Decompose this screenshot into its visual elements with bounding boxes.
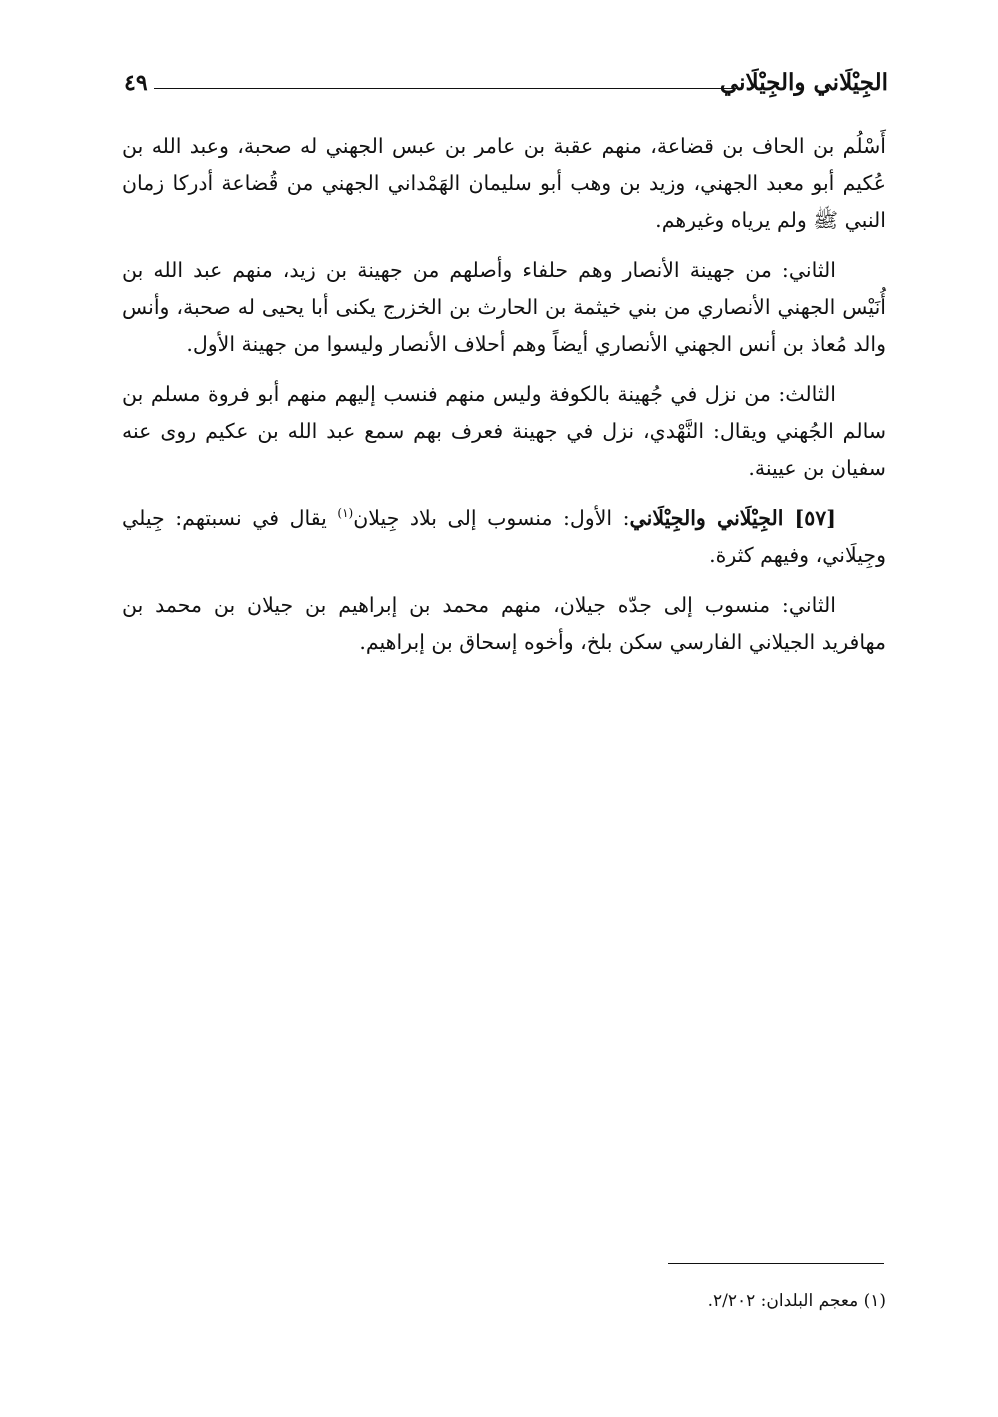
running-title: الجِيْلَاني والجِيْلَاني [719, 69, 888, 96]
entry-text-part-2: يقال في نسبتهم: جِيلي وجِيلَاني، وفيهم كثرة. [122, 506, 886, 567]
paragraph-1: أَسْلُم بن الحاف بن قضاعة، منهم عقبة بن عامر بن عبس الجهني له صحبة، وعبد الله بن عُكيم أبو معبد الجهني، وزيد بن وهب أبو سليمان الهَمْداني الجهني من قُضاعة أدركا زمان النبي ﷺ ولم يرياه وغيرهم. [122, 134, 886, 232]
footnote-text: معجم البلدان: ٢/٢٠٢. [707, 1291, 864, 1311]
paragraph-4-entry [122, 500, 886, 574]
footnote-reference[interactable]: (١) [337, 506, 354, 521]
footnote-1 [500, 1286, 886, 1316]
paragraph-5: الثاني: منسوب إلى جدّه جيلان، منهم محمد بن إبراهيم بن جيلان بن محمد بن مهافريد الجيلاني الفارسي سكن بلخ، وأخوه إسحاق بن إبراهيم. [122, 593, 886, 654]
footnote-separator [668, 1263, 884, 1264]
entry-heading: [٥٧] الجِيْلَاني والجِيْلَاني [629, 506, 836, 530]
page-header [124, 66, 888, 102]
entry-text-part-1: : الأول: منسوب إلى بلاد جِيلان [353, 506, 630, 530]
paragraph-3: الثالث: من نزل في جُهينة بالكوفة وليس منهم فنسب إليهم منهم أبو فروة مسلم بن سالم الجُهني ويقال: النَّهْدي، نزل في جهينة فعرف بهم سمع عبد الله بن عكيم روى عنه سفيان بن عيينة. [122, 382, 886, 480]
main-text [122, 128, 886, 674]
header-rule [154, 88, 743, 89]
footnote-marker: (١) [863, 1291, 886, 1311]
paragraph-2: الثاني: من جهينة الأنصار وهم حلفاء وأصلهم من جهينة بن زيد، منهم عبد الله بن أُنَيْس الجهني الأنصاري من بني خيثمة بن الحارث بن الخزرج يكنى أبا يحيى له صحبة، وأنس والد مُعاذ بن أنس الجهني الأنصاري أيضاً وهم أحلاف الأنصار وليسوا من جهينة الأول. [122, 258, 886, 356]
page-number: ٤٩ [124, 70, 148, 96]
